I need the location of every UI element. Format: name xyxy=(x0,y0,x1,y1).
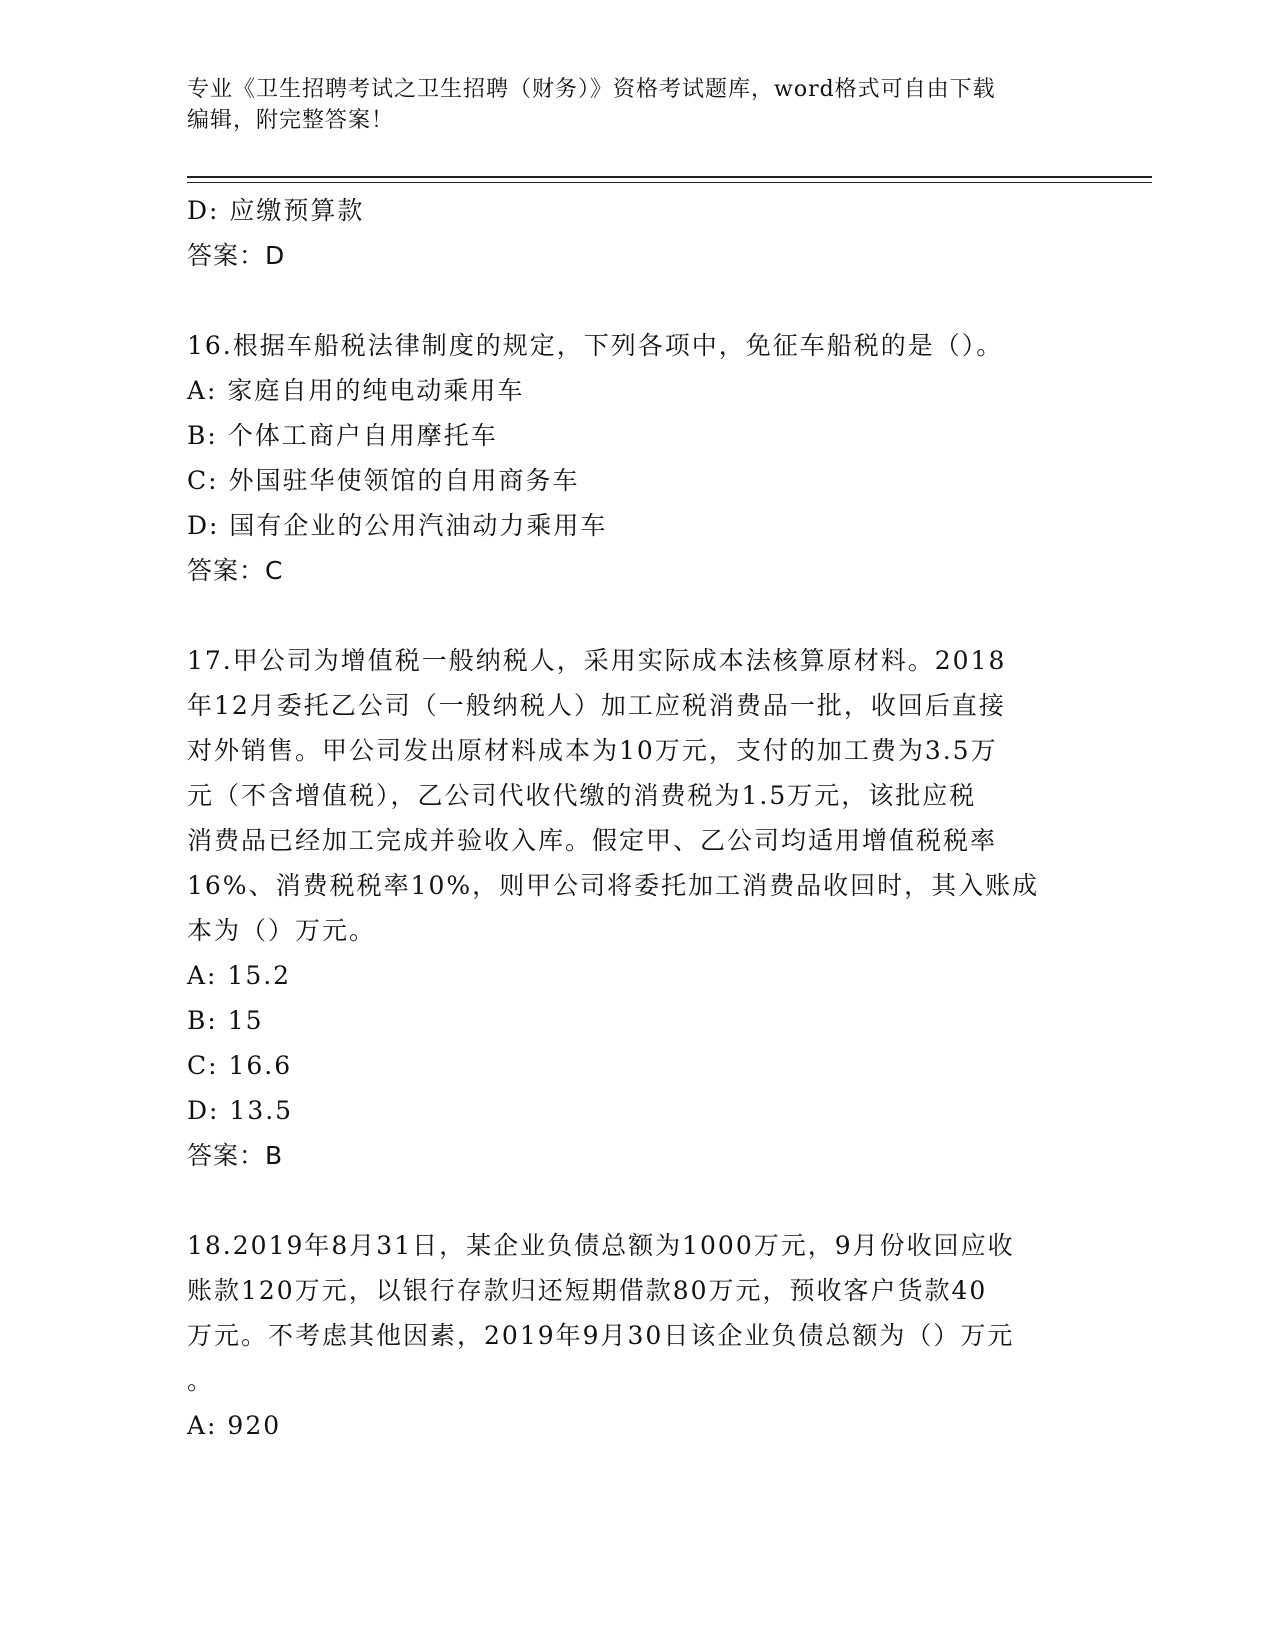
question-18 xyxy=(187,1223,1087,1448)
question-stem-line: 账款120万元，以银行存款归还短期借款80万元，预收客户货款40 xyxy=(187,1276,988,1305)
question-stem-line: 对外销售。甲公司发出原材料成本为10万元，支付的加工费为3.5万 xyxy=(187,736,998,765)
question-16 xyxy=(187,323,1087,593)
option-b: B: 15 xyxy=(187,1006,264,1035)
option-c: C: 16.6 xyxy=(187,1051,293,1080)
answer-line: 答案：C xyxy=(187,556,284,585)
option-d: D: 13.5 xyxy=(187,1096,294,1125)
question-stem-line: 消费品已经加工完成并验收入库。假定甲、乙公司均适用增值税税率 xyxy=(187,826,998,855)
spacer xyxy=(187,593,1087,638)
question-stem-line: 年12月委托乙公司（一般纳税人）加工应税消费品一批，收回后直接 xyxy=(187,691,1006,720)
question-stem-line: 元（不含增值税），乙公司代收代缴的消费税为1.5万元，该批应税 xyxy=(187,781,977,810)
previous-question-tail xyxy=(187,188,1087,278)
spacer xyxy=(187,1178,1087,1223)
document-header xyxy=(187,74,1087,136)
question-17 xyxy=(187,638,1087,1178)
question-stem-line: 16%、消费税税率10%，则甲公司将委托加工消费品收回时，其入账成 xyxy=(187,871,1040,900)
option-d: D: 国有企业的公用汽油动力乘用车 xyxy=(187,511,608,540)
question-stem-line: 。 xyxy=(187,1366,215,1395)
header-line-2: 编辑，附完整答案！ xyxy=(187,108,395,133)
question-content xyxy=(187,188,1087,1448)
header-divider-thick xyxy=(187,176,1152,178)
question-stem-line: 本为（）万元。 xyxy=(187,916,377,945)
answer-line: 答案：D xyxy=(187,241,286,270)
option-c: C: 外国驻华使领馆的自用商务车 xyxy=(187,466,580,495)
question-stem-line: 17.甲公司为增值税一般纳税人，采用实际成本法核算原材料。2018 xyxy=(187,646,1007,675)
header-divider-thin xyxy=(187,182,1152,183)
question-stem-line: 万元。不考虑其他因素，2019年9月30日该企业负债总额为（）万元 xyxy=(187,1321,1015,1350)
option-b: B: 个体工商户自用摩托车 xyxy=(187,421,498,450)
option-a: A: 15.2 xyxy=(187,961,292,990)
option-a: A: 家庭自用的纯电动乘用车 xyxy=(187,376,525,405)
header-line-1: 专业《卫生招聘考试之卫生招聘（财务）》资格考试题库，word格式可自由下载 xyxy=(187,77,996,102)
option-d: D: 应缴预算款 xyxy=(187,196,365,225)
spacer xyxy=(187,278,1087,323)
option-a: A: 920 xyxy=(187,1411,282,1440)
question-stem: 16.根据车船税法律制度的规定，下列各项中，免征车船税的是（）。 xyxy=(187,331,1004,360)
answer-line: 答案：B xyxy=(187,1141,284,1170)
question-stem-line: 18.2019年8月31日，某企业负债总额为1000万元，9月份收回应收 xyxy=(187,1231,1015,1260)
